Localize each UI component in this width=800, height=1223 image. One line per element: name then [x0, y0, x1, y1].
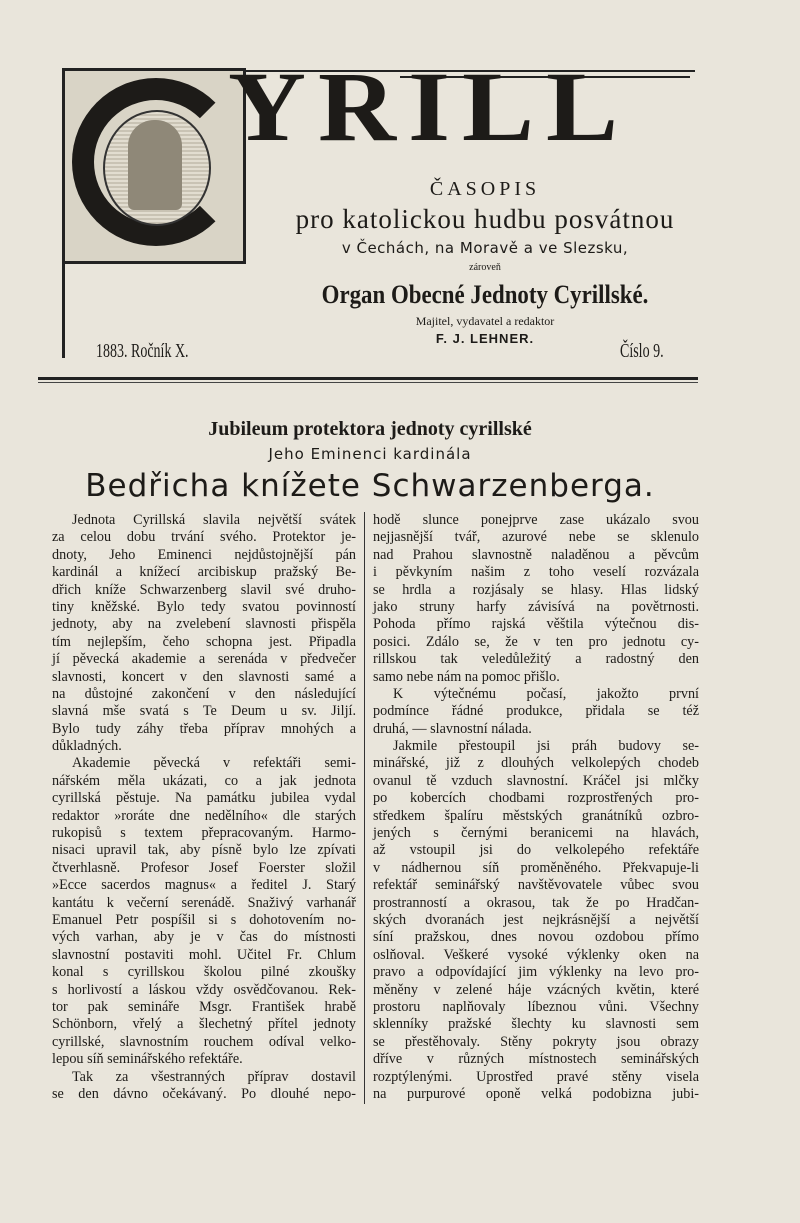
- ornament-stem: [62, 258, 65, 358]
- text-line: hodě slunce ponejprve zase ukázalo svou: [373, 512, 699, 528]
- text-line: Tak za všestranných příprav dostavil: [72, 1068, 356, 1085]
- text-line: Schönborn, vřelý a šlechetný přítel jednoty: [52, 1016, 356, 1033]
- masthead-regions: v Čechách, na Moravě a ve Slezsku,: [341, 239, 629, 257]
- masthead-subtitle: pro katolickou hudbu posvátnou: [295, 204, 675, 234]
- text-line: s horlivostí a láskou vždy osvědčovanou. Rek-: [52, 981, 356, 998]
- text-line: středkem špalíru městských granátníků ozbro-: [373, 807, 699, 824]
- text-line: nejjasnější tvář, azurové nebe se sklenulo: [373, 529, 699, 546]
- text-line: síní pražskou, dnes novou ozdobou přímo: [373, 929, 699, 946]
- text-line: čtverhlasně. Profesor Josef Foerster složil: [52, 859, 356, 876]
- masthead-casopis: ČASOPIS: [429, 178, 541, 200]
- header-divider-thin: [38, 382, 698, 383]
- text-line: rillskou tak veledůležitý a radostný den: [373, 651, 699, 668]
- text-line: K výtečnému počasí, jakožto první: [393, 685, 699, 702]
- text-line: tiny kněžské. Bylo tedy svatou povinností: [52, 598, 356, 615]
- text-line: jených s černými beranicemi na hlavách,: [373, 825, 699, 842]
- text-line: slavnosti, koncert v den slavnosti samé a: [52, 668, 356, 685]
- column-divider: [364, 512, 365, 1104]
- text-line: minářské, již z dlouhých velkolepých chodeb: [373, 755, 699, 772]
- text-line: kardinál a knížecí arcibiskup pražský Be-: [52, 564, 356, 581]
- text-line: se přestěhovaly. Stěny pokryty jsou obrazy: [373, 1033, 699, 1050]
- article-title: Jubileum protektora jednoty cyrillské: [208, 418, 532, 440]
- text-line: rukopisů s textem přepracovaným. Harmo-: [52, 825, 356, 842]
- text-line: Jakmile přestoupil jsi práh budovy se-: [393, 738, 699, 755]
- text-line: na purpurové oponě velká podobizna jubi-: [373, 1085, 699, 1102]
- text-line: druhá, — slavnostní nálada.: [373, 720, 532, 737]
- text-line: rozptýlenými. Uprostřed pravé stěny visela: [373, 1068, 699, 1085]
- issue-number: Číslo 9.: [620, 340, 664, 362]
- text-line: tím nejlepším, čeho schopna jest. Připadla: [52, 633, 356, 650]
- text-line: nisaci upravil tak, aby písně bylo lze zpívati: [52, 842, 356, 859]
- masthead-zaroven: zároveň: [469, 262, 501, 273]
- header-divider: [38, 377, 698, 380]
- text-line: dříve v různých místnostech seminářských: [373, 1051, 699, 1068]
- text-line: nářském měla ukázati, co a jak jednota: [52, 772, 356, 789]
- text-line: dnoty, Jeho Eminenci nejdůstojnější pán: [52, 546, 356, 563]
- text-line: měněny v zelené háje vzácných květin, které: [373, 981, 699, 998]
- text-line: jednoty, aby na zvelebení slavnosti přispěla: [52, 616, 356, 633]
- text-line: se den dávno očekávaný. Po dlouhé nepo-: [52, 1085, 356, 1102]
- text-line: po kobercích chodbami rozprostřených pro-: [373, 790, 699, 807]
- text-line: Akademie pěvecká v refektáři semi-: [72, 755, 356, 772]
- text-line: vých varhan, aby je v čas do místnosti: [52, 929, 356, 946]
- text-line: v nádhernou síň proměněného. Překvapuje-li: [373, 859, 699, 876]
- text-line: prostoru naplňovaly líbeznou vůni. Všechny: [373, 998, 699, 1015]
- masthead-title: YRILL: [228, 52, 631, 162]
- text-line: prostranností a okrasou, tak že po Hradčan-: [373, 894, 699, 911]
- article-name: Bedřicha knížete Schwarzenberga.: [85, 468, 655, 504]
- text-line: důkladných.: [52, 738, 122, 755]
- text-line: se hrdla a rozjásaly se hlasy. Hlas lidský: [373, 581, 699, 598]
- masthead-majitel: Majitel, vydavatel a redaktor: [415, 314, 555, 328]
- text-line: Jednota Cyrillská slavila největší svátek: [72, 512, 356, 528]
- saint-figure-image: [128, 120, 182, 210]
- text-line: ovanul tě vzduch slavnostní. Kráčel jsi mlčky: [373, 772, 699, 789]
- text-line: oslňoval. Veškeré vysoké výklenky oken na: [373, 946, 699, 963]
- text-line: Pohoda přímo rajská věštila výtečnou dis-: [373, 616, 699, 633]
- text-line: redaktor »roráte dne nedělního« dle starých: [52, 807, 356, 824]
- text-line: cyrillské, slavnostním rouchem odíval velko-: [52, 1033, 356, 1050]
- text-line: nad Prahou slavnostně naladěnou a pěvcům: [373, 546, 699, 563]
- text-line: posici. Zdálo se, že v ten pro jednotu cy-: [373, 633, 699, 650]
- text-line: cyrillská pěstuje. Na památku jubilea vydal: [52, 790, 356, 807]
- text-line: jí pěvecká akademie a serenáda v předvečer: [52, 651, 356, 668]
- text-line: sklenníky pražské šlechty ku slavnosti sem: [373, 1016, 699, 1033]
- text-line: Bylo tudy záhy třeba příprav mnohých a: [52, 720, 356, 737]
- text-line: za celou dobu trvání svého. Protektor je-: [52, 529, 356, 546]
- text-line: samo nebe nám na pomoc přišlo.: [373, 668, 560, 685]
- article-subtitle: Jeho Eminenci kardinála: [268, 445, 472, 463]
- text-line: slavná mše svatá s Te Deum u sv. Jiljí.: [52, 703, 356, 720]
- text-line: jako struny harfy závisívá na povětrnosti.: [373, 598, 699, 615]
- text-line: až vstoupil jsi do velkolepého refektáře: [373, 842, 699, 859]
- masthead-organ: Organ Obecné Jednoty Cyrillské.: [321, 280, 649, 309]
- text-line: kantátu k večerní serenádě. Snaživý varhanář: [52, 894, 356, 911]
- text-line: i pěvkyním našim z toho veselí rozvázala: [373, 564, 699, 581]
- text-line: slavnostní postaviti mohl. Učitel Fr. Chlum: [52, 946, 356, 963]
- text-line: »Ecce sacerdos magnus« a ředitel J. Starý: [52, 877, 356, 894]
- text-line: pravo a odpovídající jim výklenky na levo pro-: [373, 964, 699, 981]
- text-line: na důstojné zakončení v den následující: [52, 685, 356, 702]
- text-line: lepou síň seminářského refektáře.: [52, 1051, 243, 1068]
- masthead-editor: F. J. LEHNER.: [435, 331, 535, 346]
- year-volume: 1883. Ročník X.: [96, 340, 189, 362]
- text-line: ských dvoranách jest nejkrásnější a největší: [373, 911, 699, 928]
- text-line: tor pak semináře Msgr. František hrabě: [52, 998, 356, 1015]
- left-column: [52, 512, 356, 1103]
- text-line: Emanuel Petr pospíšil si s dohotovením no-: [52, 911, 356, 928]
- text-line: dřich kníže Schwarzenberg slavil své druho-: [52, 581, 356, 598]
- text-line: podmínce řádné produkce, přidala se též: [373, 703, 699, 720]
- right-column: [373, 512, 699, 1103]
- text-line: konal s cyrillskou školou pilné zkoušky: [52, 964, 356, 981]
- text-line: refektář seminářský navštěvovatele vůbec svou: [373, 877, 699, 894]
